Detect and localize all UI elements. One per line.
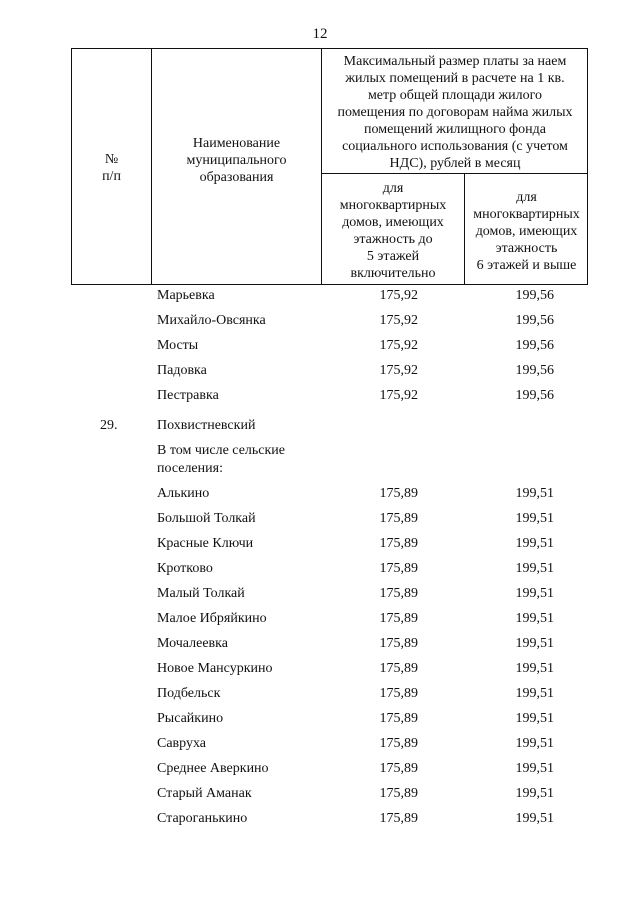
table-row <box>0 785 640 809</box>
row-price-high-rise: 199,51 <box>515 786 554 801</box>
header-name-column: Наименование муниципального образования <box>186 136 287 185</box>
row-price-high-rise: 199,51 <box>515 536 554 551</box>
row-price-low-rise: 175,89 <box>379 811 418 826</box>
table-row <box>0 387 640 411</box>
table-row <box>0 635 640 659</box>
row-price-low-rise: 175,92 <box>379 338 418 353</box>
row-name: Рысайкино <box>157 711 224 726</box>
header-number-column: № п/п <box>102 152 121 184</box>
header-divider <box>321 173 587 174</box>
row-price-low-rise: 175,89 <box>379 511 418 526</box>
row-price-low-rise: 175,89 <box>379 736 418 751</box>
row-price-high-rise: 199,56 <box>515 363 554 378</box>
row-price-high-rise: 199,51 <box>515 661 554 676</box>
row-price-low-rise: 175,89 <box>379 711 418 726</box>
row-price-high-rise: 199,51 <box>515 586 554 601</box>
row-number: 29. <box>100 418 118 433</box>
row-price-high-rise: 199,51 <box>515 611 554 626</box>
row-price-high-rise: 199,51 <box>515 636 554 651</box>
table-row <box>0 710 640 734</box>
row-price-high-rise: 199,51 <box>515 686 554 701</box>
row-price-low-rise: 175,89 <box>379 611 418 626</box>
row-price-low-rise: 175,89 <box>379 636 418 651</box>
table-row <box>0 560 640 584</box>
row-price-low-rise: 175,89 <box>379 686 418 701</box>
row-price-low-rise: 175,89 <box>379 586 418 601</box>
table-row <box>0 535 640 559</box>
row-name: Большой Толкай <box>157 511 256 526</box>
row-price-high-rise: 199,51 <box>515 736 554 751</box>
row-name: Марьевка <box>157 288 215 303</box>
row-price-low-rise: 175,89 <box>379 486 418 501</box>
row-price-high-rise: 199,51 <box>515 811 554 826</box>
table-row <box>0 287 640 311</box>
row-name: Подбельск <box>157 686 221 701</box>
row-name: Пестравка <box>157 388 219 403</box>
header-low-rise: для многоквартирных домов, имеющих этажность до 5 этажей включительно <box>339 181 447 281</box>
table-row <box>0 442 640 476</box>
row-price-high-rise: 199,51 <box>515 511 554 526</box>
row-name: Староганькино <box>157 811 248 826</box>
table-row <box>0 735 640 759</box>
row-price-low-rise: 175,89 <box>379 786 418 801</box>
row-price-low-rise: 175,92 <box>379 388 418 403</box>
row-name: Новое Мансуркино <box>157 661 273 676</box>
table-row <box>0 362 640 386</box>
table-row <box>0 810 640 834</box>
row-price-high-rise: 199,51 <box>515 486 554 501</box>
row-price-low-rise: 175,92 <box>379 288 418 303</box>
row-price-high-rise: 199,51 <box>515 711 554 726</box>
row-price-high-rise: 199,51 <box>515 761 554 776</box>
row-name: Кротково <box>157 561 213 576</box>
table-row <box>0 685 640 709</box>
row-name: В том числе сельские поселения: <box>157 443 286 476</box>
table-row <box>0 585 640 609</box>
row-name: Среднее Аверкино <box>157 761 269 776</box>
row-name: Малый Толкай <box>157 586 245 601</box>
table-header <box>71 48 588 285</box>
row-name: Похвистневский <box>157 418 256 433</box>
table-row <box>0 337 640 361</box>
table-row <box>0 660 640 684</box>
row-name: Мосты <box>157 338 199 353</box>
row-name: Падовка <box>157 363 207 378</box>
row-price-low-rise: 175,89 <box>379 561 418 576</box>
row-name: Михайло-Овсянка <box>157 313 266 328</box>
row-price-high-rise: 199,56 <box>515 338 554 353</box>
row-price-low-rise: 175,92 <box>379 363 418 378</box>
table-row <box>0 485 640 509</box>
table-row <box>0 312 640 336</box>
header-price-column: Максимальный размер платы за наем жилых помещений в расчете на 1 кв. метр общей площади жилого помещения по договорам найма жилых помещений жилищного фонда социального использования (с учетом НДС), рублей в месяц <box>337 54 573 171</box>
row-name: Старый Аманак <box>157 786 252 801</box>
row-name: Красные Ключи <box>157 536 254 551</box>
row-price-low-rise: 175,89 <box>379 536 418 551</box>
header-high-rise: для многоквартирных домов, имеющих этажность 6 этажей и выше <box>473 190 580 273</box>
row-name: Алькино <box>157 486 210 501</box>
row-price-low-rise: 175,89 <box>379 761 418 776</box>
row-price-high-rise: 199,51 <box>515 561 554 576</box>
table-row <box>0 760 640 784</box>
table-row <box>0 510 640 534</box>
table-row <box>0 417 640 441</box>
row-price-low-rise: 175,89 <box>379 661 418 676</box>
page-number: 12 <box>312 26 328 42</box>
table-row <box>0 610 640 634</box>
row-name: Мочалеевка <box>157 636 228 651</box>
row-name: Малое Ибряйкино <box>157 611 267 626</box>
row-price-high-rise: 199,56 <box>515 288 554 303</box>
row-price-high-rise: 199,56 <box>515 388 554 403</box>
row-price-high-rise: 199,56 <box>515 313 554 328</box>
row-price-low-rise: 175,92 <box>379 313 418 328</box>
row-name: Савруха <box>157 736 207 751</box>
